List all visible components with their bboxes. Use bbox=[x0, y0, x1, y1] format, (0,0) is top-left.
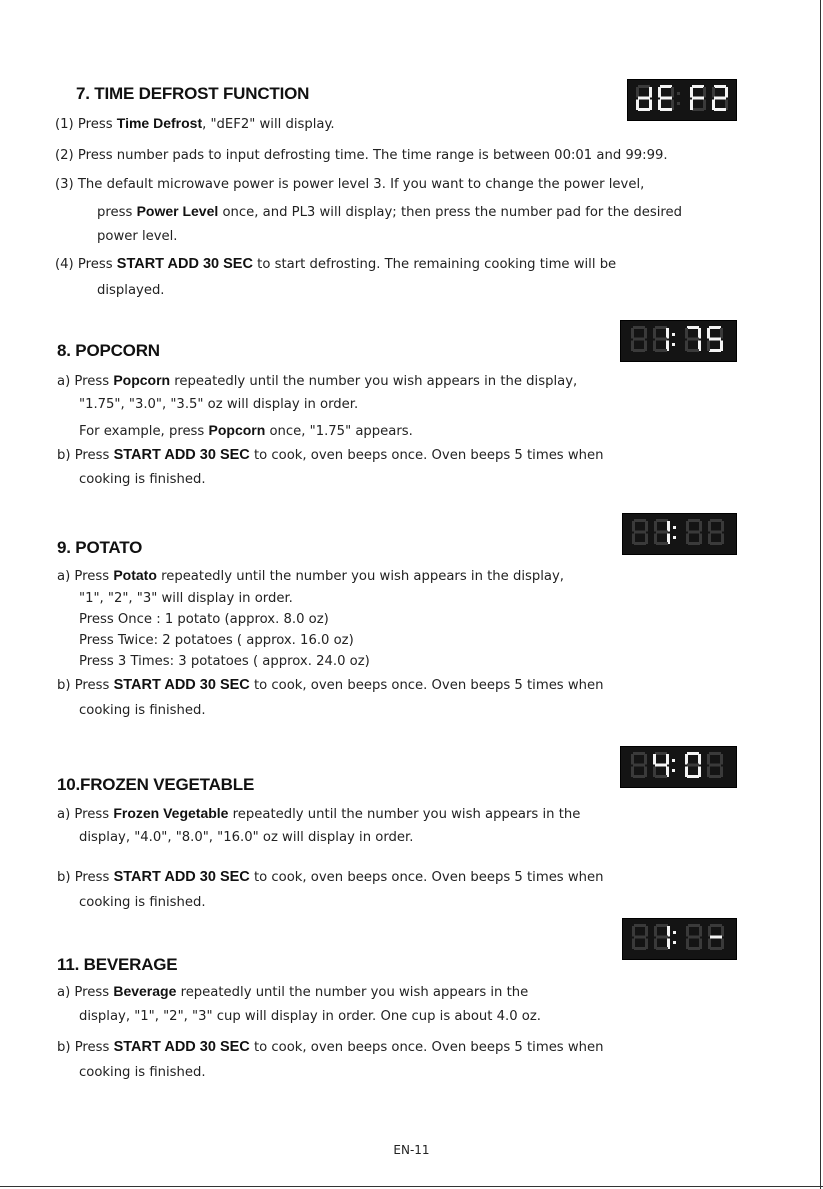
lcd-segment bbox=[660, 108, 672, 111]
lcd-display-beverage bbox=[622, 918, 737, 960]
key-start-add-30-sec: START ADD 30 SEC bbox=[113, 869, 250, 885]
lcd-segment bbox=[721, 521, 724, 532]
lcd-segment bbox=[634, 519, 646, 522]
key-start-add-30-sec: START ADD 30 SEC bbox=[116, 256, 253, 272]
lcd-segment bbox=[655, 764, 667, 767]
step-4-line-2: displayed. bbox=[97, 283, 165, 298]
key-potato: Potato bbox=[113, 567, 157, 583]
step-3-line-1: (3) The default microwave power is power level 3. If you want to change the power level, bbox=[55, 177, 645, 192]
lcd-segment bbox=[690, 87, 693, 98]
lcd-display-frozen-vegetable bbox=[620, 746, 737, 788]
lcd-segment bbox=[644, 328, 647, 339]
lcd-segment bbox=[692, 108, 704, 111]
lcd-segment bbox=[698, 754, 701, 765]
lcd-segment bbox=[655, 349, 667, 352]
section-title-beverage: 11. BEVERAGE bbox=[57, 955, 178, 974]
lcd-segment bbox=[685, 767, 688, 778]
lcd-segment bbox=[721, 926, 724, 937]
lcd-segment bbox=[634, 531, 646, 534]
lcd-segment bbox=[653, 767, 656, 778]
lcd-colon-dot bbox=[673, 536, 676, 539]
section-title-frozen-vegetable: 10.FROZEN VEGETABLE bbox=[57, 775, 255, 794]
lcd-colon-dot bbox=[677, 102, 680, 105]
lcd-segment bbox=[699, 926, 702, 937]
lcd-digits-potato bbox=[628, 519, 732, 549]
lcd-segment bbox=[708, 939, 711, 950]
potato-step-a-5: Press 3 Times: 3 potatoes ( approx. 24.0 oz) bbox=[79, 654, 370, 669]
lcd-segment bbox=[632, 521, 635, 532]
lcd-segment bbox=[688, 924, 700, 927]
lcd-segment bbox=[709, 326, 721, 329]
lcd-segment bbox=[645, 521, 648, 532]
lcd-segment bbox=[710, 936, 722, 939]
lcd-colon-dot bbox=[677, 92, 680, 95]
section-title-time-defrost: 7. TIME DEFROST FUNCTION bbox=[76, 84, 310, 103]
lcd-segment bbox=[712, 100, 715, 111]
frozen-step-a-1: a) Press Frozen Vegetable repeatedly until the number you wish appears in the bbox=[57, 805, 581, 822]
lcd-colon-dot bbox=[673, 941, 676, 944]
lcd-segment bbox=[688, 947, 700, 950]
lcd-segment bbox=[633, 764, 645, 767]
lcd-digits-beverage bbox=[628, 924, 732, 954]
lcd-segment bbox=[667, 521, 670, 532]
lcd-display-defrost bbox=[627, 79, 737, 121]
lcd-segment bbox=[692, 97, 704, 100]
step-4-line-1: (4) Press START ADD 30 SEC to start defrosting. The remaining cooking time will be bbox=[55, 256, 617, 272]
lcd-segment bbox=[707, 754, 710, 765]
lcd-segment bbox=[710, 531, 722, 534]
lcd-colon-dot bbox=[673, 526, 676, 529]
potato-step-a-2: "1", "2", "3" will display in order. bbox=[79, 591, 293, 606]
beverage-step-b-1: b) Press START ADD 30 SEC to cook, oven beeps once. Oven beeps 5 times when bbox=[57, 1039, 604, 1055]
lcd-digits-defrost bbox=[632, 85, 732, 115]
lcd-segment bbox=[644, 754, 647, 765]
lcd-segment bbox=[709, 349, 721, 352]
lcd-segment bbox=[686, 939, 689, 950]
lcd-segment bbox=[633, 349, 645, 352]
lcd-segment bbox=[687, 338, 699, 341]
lcd-segment bbox=[631, 767, 634, 778]
lcd-segment bbox=[633, 752, 645, 755]
lcd-segment bbox=[655, 775, 667, 778]
lcd-segment bbox=[654, 939, 657, 950]
lcd-segment bbox=[714, 97, 726, 100]
potato-step-a-4: Press Twice: 2 potatoes ( approx. 16.0 oz) bbox=[79, 633, 354, 648]
lcd-colon-dot bbox=[672, 343, 675, 346]
lcd-segment bbox=[699, 521, 702, 532]
lcd-segment bbox=[654, 521, 657, 532]
key-power-level: Power Level bbox=[136, 203, 219, 219]
lcd-segment bbox=[708, 521, 711, 532]
frozen-step-b-1: b) Press START ADD 30 SEC to cook, oven beeps once. Oven beeps 5 times when bbox=[57, 869, 604, 885]
lcd-segment bbox=[636, 100, 639, 111]
step-3-line-3: power level. bbox=[97, 229, 178, 244]
popcorn-step-a-2: "1.75", "3.0", "3.5" oz will display in order. bbox=[79, 397, 359, 412]
lcd-segment bbox=[710, 519, 722, 522]
lcd-segment bbox=[658, 87, 661, 98]
lcd-segment bbox=[707, 328, 710, 339]
lcd-colon-dot bbox=[672, 759, 675, 762]
potato-step-a-1: a) Press Potato repeatedly until the number you wish appears in the display, bbox=[57, 567, 564, 584]
lcd-segment bbox=[720, 328, 723, 339]
lcd-segment bbox=[634, 947, 646, 950]
lcd-segment bbox=[698, 328, 701, 339]
key-start-add-30-sec: START ADD 30 SEC bbox=[113, 447, 250, 463]
lcd-segment bbox=[686, 521, 689, 532]
lcd-segment bbox=[710, 947, 722, 950]
lcd-segment bbox=[687, 775, 699, 778]
lcd-segment bbox=[660, 97, 672, 100]
lcd-segment bbox=[638, 97, 650, 100]
lcd-segment bbox=[688, 936, 700, 939]
step-1: (1) Press Time Defrost, "dEF2" will display. bbox=[55, 115, 335, 132]
lcd-segment bbox=[667, 926, 670, 937]
key-time-defrost: Time Defrost bbox=[116, 115, 203, 131]
lcd-segment bbox=[638, 85, 650, 88]
lcd-segment bbox=[687, 752, 699, 755]
lcd-segment bbox=[709, 338, 721, 341]
lcd-segment bbox=[712, 87, 715, 98]
lcd-segment bbox=[632, 534, 635, 545]
lcd-segment bbox=[714, 85, 726, 88]
lcd-segment bbox=[656, 531, 668, 534]
potato-step-a-3: Press Once : 1 potato (approx. 8.0 oz) bbox=[79, 612, 329, 627]
lcd-colon-dot bbox=[673, 931, 676, 934]
frozen-step-b-2: cooking is finished. bbox=[79, 895, 206, 910]
key-popcorn-2: Popcorn bbox=[208, 422, 266, 438]
lcd-segment bbox=[658, 100, 661, 111]
lcd-segment bbox=[633, 338, 645, 341]
step-3-line-2: press Power Level once, and PL3 will display; then press the number pad for the desired bbox=[97, 203, 682, 220]
lcd-segment bbox=[634, 924, 646, 927]
lcd-segment bbox=[709, 764, 721, 767]
lcd-display-popcorn bbox=[620, 320, 737, 362]
lcd-segment bbox=[653, 328, 656, 339]
key-beverage: Beverage bbox=[113, 983, 177, 999]
lcd-segment bbox=[656, 924, 668, 927]
lcd-segment bbox=[685, 754, 688, 765]
step-2: (2) Press number pads to input defrosting time. The time range is between 00:01 and 99:99. bbox=[55, 148, 668, 163]
potato-step-b-2: cooking is finished. bbox=[79, 703, 206, 718]
lcd-segment bbox=[656, 542, 668, 545]
lcd-segment bbox=[710, 924, 722, 927]
lcd-segment bbox=[685, 328, 688, 339]
lcd-segment bbox=[645, 926, 648, 937]
lcd-segment bbox=[649, 87, 652, 98]
key-frozen-vegetable: Frozen Vegetable bbox=[113, 805, 229, 821]
lcd-segment bbox=[655, 338, 667, 341]
lcd-segment bbox=[631, 328, 634, 339]
lcd-segment bbox=[688, 531, 700, 534]
lcd-segment bbox=[655, 326, 667, 329]
lcd-segment bbox=[655, 752, 667, 755]
lcd-segment bbox=[692, 85, 704, 88]
page-edge-right bbox=[820, 0, 821, 1189]
page-number: EN-11 bbox=[393, 1143, 430, 1157]
lcd-segment bbox=[688, 519, 700, 522]
lcd-segment bbox=[707, 767, 710, 778]
key-popcorn: Popcorn bbox=[113, 372, 171, 388]
beverage-step-a-1: a) Press Beverage repeatedly until the number you wish appears in the bbox=[57, 983, 529, 1000]
lcd-segment bbox=[631, 341, 634, 352]
lcd-segment bbox=[654, 926, 657, 937]
lcd-segment bbox=[703, 87, 706, 98]
lcd-segment bbox=[638, 108, 650, 111]
popcorn-step-a-1: a) Press Popcorn repeatedly until the number you wish appears in the display, bbox=[57, 372, 578, 389]
lcd-display-potato bbox=[622, 513, 737, 555]
lcd-segment bbox=[714, 108, 726, 111]
lcd-segment bbox=[660, 85, 672, 88]
lcd-segment bbox=[688, 542, 700, 545]
lcd-segment bbox=[634, 936, 646, 939]
lcd-segment bbox=[686, 534, 689, 545]
lcd-segment bbox=[653, 341, 656, 352]
lcd-segment bbox=[686, 926, 689, 937]
lcd-segment bbox=[666, 754, 669, 765]
page-edge-bottom bbox=[0, 1186, 823, 1187]
potato-step-b-1: b) Press START ADD 30 SEC to cook, oven beeps once. Oven beeps 5 times when bbox=[57, 677, 604, 693]
lcd-segment bbox=[656, 936, 668, 939]
lcd-segment bbox=[654, 534, 657, 545]
lcd-digits-frozen-vegetable bbox=[627, 752, 731, 782]
beverage-step-b-2: cooking is finished. bbox=[79, 1065, 206, 1080]
lcd-segment bbox=[707, 341, 710, 352]
lcd-segment bbox=[633, 775, 645, 778]
popcorn-step-a-3: For example, press Popcorn once, "1.75" appears. bbox=[79, 422, 413, 439]
lcd-segment bbox=[656, 519, 668, 522]
key-start-add-30-sec: START ADD 30 SEC bbox=[113, 677, 250, 693]
lcd-segment bbox=[631, 754, 634, 765]
lcd-segment bbox=[634, 542, 646, 545]
popcorn-step-b-1: b) Press START ADD 30 SEC to cook, oven beeps once. Oven beeps 5 times when bbox=[57, 447, 604, 463]
lcd-segment bbox=[653, 754, 656, 765]
lcd-segment bbox=[690, 100, 693, 111]
lcd-colon-dot bbox=[672, 769, 675, 772]
lcd-segment bbox=[671, 87, 674, 98]
lcd-digits-popcorn bbox=[627, 326, 731, 356]
lcd-segment bbox=[725, 87, 728, 98]
key-start-add-30-sec: START ADD 30 SEC bbox=[113, 1039, 250, 1055]
lcd-segment bbox=[685, 341, 688, 352]
lcd-segment bbox=[632, 939, 635, 950]
lcd-colon-dot bbox=[672, 333, 675, 336]
lcd-segment bbox=[636, 87, 639, 98]
section-title-potato: 9. POTATO bbox=[57, 538, 143, 557]
frozen-step-a-2: display, "4.0", "8.0", "16.0" oz will display in order. bbox=[79, 830, 414, 845]
lcd-segment bbox=[633, 326, 645, 329]
beverage-step-a-2: display, "1", "2", "3" cup will display in order. One cup is about 4.0 oz. bbox=[79, 1009, 541, 1024]
section-title-popcorn: 8. POPCORN bbox=[57, 341, 160, 360]
lcd-segment bbox=[710, 542, 722, 545]
lcd-segment bbox=[687, 326, 699, 329]
lcd-segment bbox=[687, 764, 699, 767]
lcd-segment bbox=[709, 752, 721, 755]
lcd-segment bbox=[709, 775, 721, 778]
lcd-segment bbox=[708, 534, 711, 545]
lcd-segment bbox=[656, 947, 668, 950]
lcd-segment bbox=[708, 926, 711, 937]
lcd-segment bbox=[687, 349, 699, 352]
popcorn-step-b-2: cooking is finished. bbox=[79, 472, 206, 487]
lcd-segment bbox=[720, 754, 723, 765]
lcd-segment bbox=[632, 926, 635, 937]
lcd-segment bbox=[666, 328, 669, 339]
